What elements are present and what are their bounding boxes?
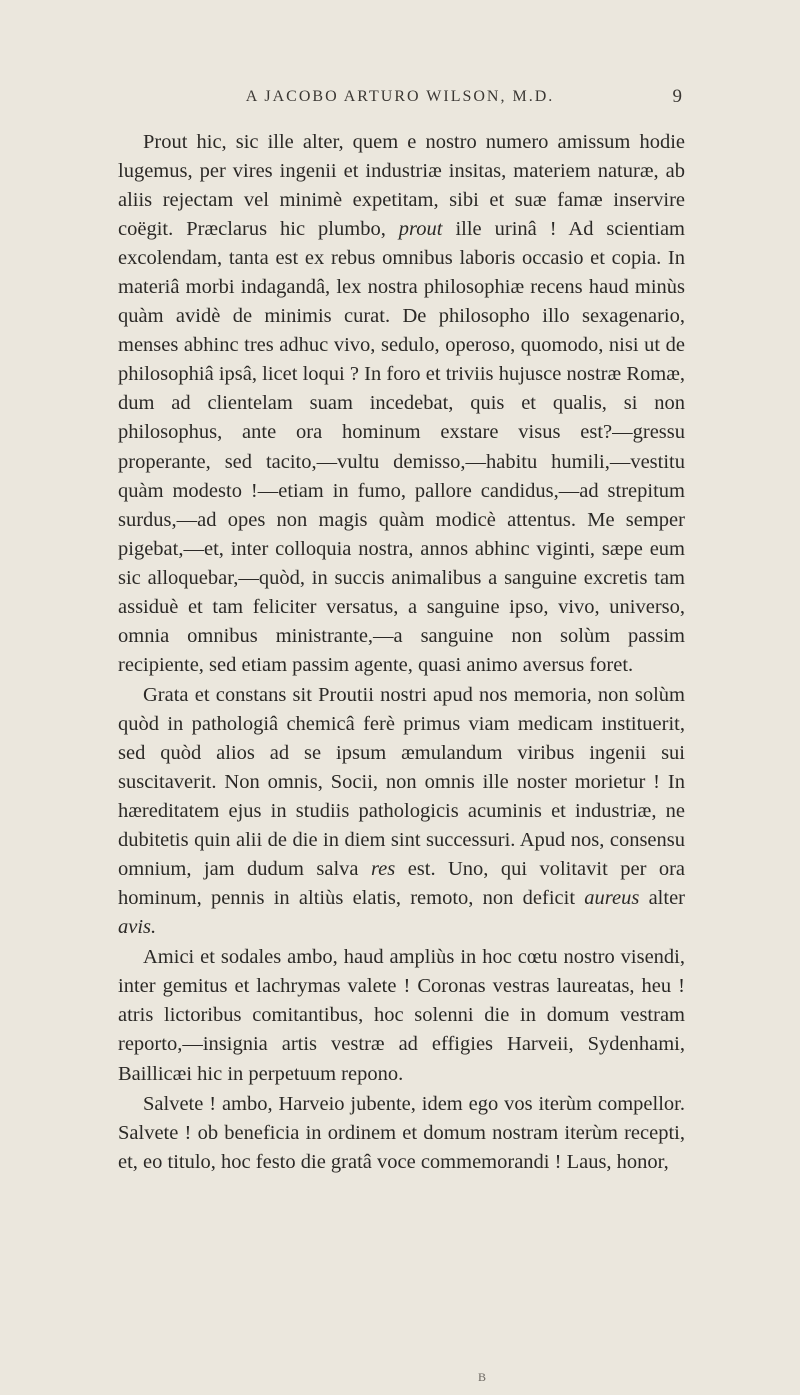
paragraph bbox=[118, 681, 685, 942]
text-run: est. Uno, qui volitavit per ora hominum, pennis in altiùs elatis, remoto, non deficit bbox=[118, 858, 685, 910]
paragraph bbox=[118, 943, 685, 1088]
body-text bbox=[118, 128, 685, 1177]
text-run: alter bbox=[639, 887, 685, 910]
paragraph bbox=[118, 128, 685, 680]
text-run: Amici et sodales ambo, haud ampliùs in hoc cœtu nostro visendi, inter gemitus et lachrymas valete ! Coronas vestras laureatas, heu ! atris lictoribus comitantibus, hoc solenni die in domum vestram reporto,—insignia artis vestræ ad effigies Harveii, Sydenhami, Baillicæi hic in perpetuum repono. bbox=[118, 946, 685, 1085]
paragraph bbox=[118, 1090, 685, 1177]
text-run: Salvete ! ambo, Harveio jubente, idem ego vos iterùm compellor. Salvete ! ob beneficia in ordinem et domum nostram iterùm recepti, et, eo titulo, hoc festo die gratâ voce commemorandi ! Laus, honor, bbox=[118, 1092, 685, 1173]
running-head: A JACOBO ARTURO WILSON, M.D. bbox=[245, 88, 555, 105]
italic-run: res bbox=[370, 858, 396, 881]
page-header bbox=[0, 86, 800, 114]
italic-run: prout bbox=[398, 218, 443, 241]
signature-mark: B bbox=[478, 1370, 487, 1384]
text-run: Prout hic, sic ille alter, quem e nostro numero amissum hodie lugemus, per vires ingenii et industriæ insitas, materiem naturæ, ab aliis rejectam vel minimè expetitam, sibi et suæ famæ inservire coëgit. Præclarus hic plumbo, bbox=[118, 131, 685, 241]
text-run: ille urinâ ! Ad scientiam excolendam, tanta est ex rebus omnibus laboris occasio et copia. In materiâ morbi indagandâ, lex nostra philosophiæ recens haud minùs quàm avidè de minimis curat. De philosopho illo sexagenario, menses abhinc tres adhuc vivo, sedulo, operoso, quomodo, nisi ut de philosophiâ ipsâ, licet loqui ? In foro et triviis hujusce nostræ Romæ, dum ad clientelam suam incedebat, quis et qualis, si non philosophus, ante ora hominum exstare visus est?—gressu properante, sed tacito,—vultu demisso,—habitu humili,—vestitu quàm modesto !—etiam in fumo, pallore candidus,—ad strepitum surdus,—ad opes non magis quàm modicè attentus. Me semper pigebat,—et, inter colloquia nostra, annos abhinc viginti, sæpe eum sic alloquebar,—quòd, in succis animalibus a sanguine excretis tam assiduè et tam feliciter versatus, a sanguine ipso, vivo, universo, omnia omnibus ministrante,—a sanguine non solùm passim recipiente, sed etiam passim agente, quasi animo aversus foret. bbox=[118, 218, 685, 676]
text-run: Grata et constans sit Proutii nostri apud nos memoria, non solùm quòd in pathologiâ chemicâ ferè primus viam medicam instituerit, sed quòd alios ad se ipsum æmulandum viribus ingenii sui suscitaverit. Non omnis, Socii, non omnis ille noster morietur ! In hæreditatem ejus in studiis pathologicis acuminis et industriæ, ne dubitetis quin alii de die in diem sint successuri. Apud nos, consensu omnium, jam dudum salva bbox=[118, 683, 685, 881]
italic-run: avis. bbox=[118, 916, 157, 939]
page-number: 9 bbox=[672, 86, 682, 107]
italic-run: aureus bbox=[584, 887, 640, 910]
